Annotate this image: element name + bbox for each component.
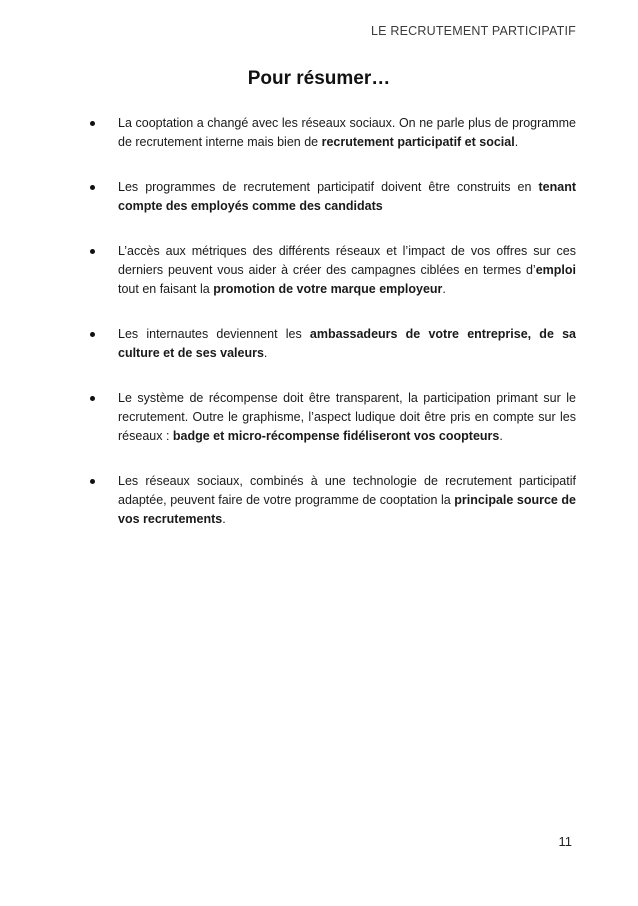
bullet-item (90, 242, 576, 299)
bullet-text (118, 474, 576, 526)
bullet-dot-icon (90, 121, 95, 126)
bullet-text (118, 180, 576, 213)
summary-bullet-list (90, 114, 576, 555)
bullet-item (90, 472, 576, 529)
bullet-emphasis: promotion de votre marque employeur (213, 282, 443, 296)
bullet-dot-icon (90, 396, 95, 401)
bullet-text (118, 327, 576, 360)
bullet-segment: L’accès aux métriques des différents réseaux et l’impact de vos offres sur ces derniers peuvent vous aider à créer des campagnes ciblées en termes d’ (118, 244, 576, 277)
bullet-segment: Le système de récompense doit être transparent, la participation primant sur le recrutement. Outre le graphisme, l’aspect ludique doit être pris en compte sur les réseaux : (118, 391, 576, 443)
bullet-dot-icon (90, 185, 95, 190)
bullet-dot-icon (90, 332, 95, 337)
bullet-segment: . (499, 429, 503, 443)
bullet-item (90, 114, 576, 152)
bullet-emphasis: badge et micro-récompense fidéliseront vos coopteurs (172, 429, 500, 443)
bullet-item (90, 389, 576, 446)
bullet-item (90, 325, 576, 363)
bullet-segment: . (263, 346, 268, 360)
page-number: 11 (558, 834, 572, 849)
bullet-text (118, 116, 576, 149)
bullet-segment: . (222, 512, 226, 526)
bullet-emphasis: emploi (535, 263, 576, 277)
bullet-dot-icon (90, 479, 95, 484)
bullet-item (90, 178, 576, 216)
bullet-segment: La cooptation a changé avec les réseaux sociaux. On ne parle plus de programme de recrutement interne mais bien de (118, 116, 576, 149)
bullet-emphasis: principale source de vos recrutements (118, 493, 576, 526)
page-title-text: Pour résumer… (247, 68, 391, 89)
bullet-text (118, 391, 576, 443)
bullet-segment: Les réseaux sociaux, combinés à une technologie de recrutement participatif adaptée, peuvent faire de votre programme de cooptation la (118, 474, 576, 507)
bullet-segment: Les internautes deviennent les (118, 327, 310, 341)
bullet-emphasis: recrutement participatif et social (321, 135, 515, 149)
bullet-segment: tout en faisant la (118, 282, 214, 296)
bullet-segment: Les programmes de recrutement participatif doivent être construits en (118, 180, 539, 194)
bullet-text (118, 244, 576, 296)
page-title (0, 68, 638, 90)
running-header: LE RECRUTEMENT PARTICIPATIF (371, 24, 576, 38)
bullet-emphasis: tenant compte des employés comme des candidats (118, 180, 576, 213)
bullet-dot-icon (90, 249, 95, 254)
bullet-emphasis: ambassadeurs de votre entreprise, de sa culture et de ses valeurs (118, 327, 576, 360)
bullet-segment: . (442, 282, 446, 296)
bullet-segment: . (514, 135, 519, 149)
